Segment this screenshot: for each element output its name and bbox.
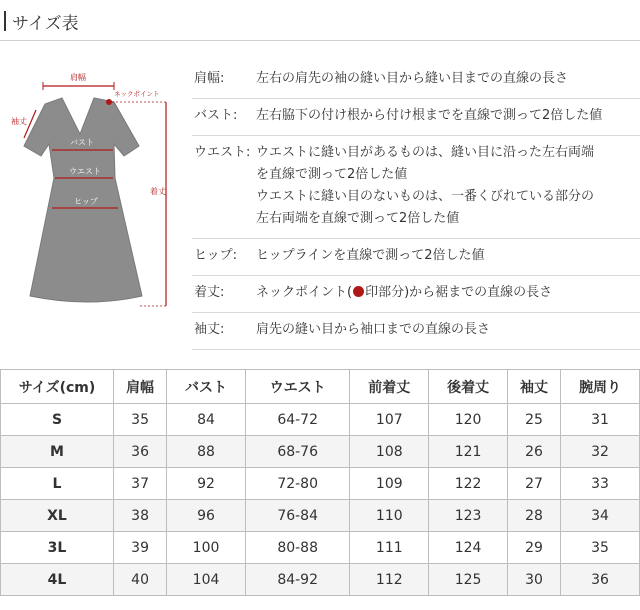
table-row xyxy=(1,500,640,532)
table-row xyxy=(1,468,640,500)
table-cell: 36 xyxy=(114,436,167,468)
definition-waist xyxy=(192,136,640,239)
column-header-waist: ウエスト xyxy=(245,370,349,404)
definition-term: 着丈: xyxy=(194,285,225,300)
table-cell: 35 xyxy=(114,404,167,436)
table-cell: 25 xyxy=(507,404,560,436)
size-cell: 3L xyxy=(1,532,114,564)
table-cell: 28 xyxy=(507,500,560,532)
table-cell: 84-92 xyxy=(245,564,349,596)
definition-text-before: ネックポイント( xyxy=(256,285,353,300)
definition-length xyxy=(192,276,640,313)
column-header-arm: 腕周り xyxy=(561,370,640,404)
table-cell: 123 xyxy=(429,500,508,532)
table-cell: 92 xyxy=(167,468,246,500)
definition-term: 袖丈: xyxy=(194,322,225,337)
table-cell: 35 xyxy=(561,532,640,564)
table-row xyxy=(1,404,640,436)
definition-text: ヒップラインを直線で測って2倍した値 xyxy=(256,248,485,263)
table-cell: 124 xyxy=(429,532,508,564)
title-bar xyxy=(4,11,6,31)
table-cell: 111 xyxy=(350,532,429,564)
table-cell: 33 xyxy=(561,468,640,500)
table-row xyxy=(1,436,640,468)
definition-term: 肩幅: xyxy=(194,71,225,86)
table-header-row xyxy=(1,370,640,404)
size-cell: S xyxy=(1,404,114,436)
measurement-definitions xyxy=(192,62,640,350)
table-cell: 37 xyxy=(114,468,167,500)
definition-text: 肩先の縫い目から袖口までの直線の長さ xyxy=(256,322,491,337)
table-cell: 31 xyxy=(561,404,640,436)
table-cell: 36 xyxy=(561,564,640,596)
column-header-front-length: 前着丈 xyxy=(350,370,429,404)
table-cell: 109 xyxy=(350,468,429,500)
table-cell: 108 xyxy=(350,436,429,468)
table-row xyxy=(1,532,640,564)
table-cell: 107 xyxy=(350,404,429,436)
column-header-sleeve: 袖丈 xyxy=(507,370,560,404)
table-cell: 125 xyxy=(429,564,508,596)
section-title xyxy=(4,8,79,34)
table-cell: 39 xyxy=(114,532,167,564)
table-row xyxy=(1,564,640,596)
definition-term: バスト: xyxy=(194,108,238,123)
definition-shoulder xyxy=(192,62,640,99)
definition-sleeve xyxy=(192,313,640,350)
table-cell: 26 xyxy=(507,436,560,468)
table-cell: 112 xyxy=(350,564,429,596)
definition-term: ヒップ: xyxy=(194,248,237,263)
table-cell: 88 xyxy=(167,436,246,468)
hip-label: ヒップ xyxy=(74,197,98,206)
table-cell: 29 xyxy=(507,532,560,564)
size-cell: L xyxy=(1,468,114,500)
size-table xyxy=(0,369,640,596)
definition-text: ウエストに縫い目のないものは、一番くびれている部分の xyxy=(256,189,595,204)
table-cell: 30 xyxy=(507,564,560,596)
table-cell: 76-84 xyxy=(245,500,349,532)
waist-label: ウエスト xyxy=(69,167,101,176)
size-cell: XL xyxy=(1,500,114,532)
table-cell: 110 xyxy=(350,500,429,532)
table-cell: 64-72 xyxy=(245,404,349,436)
table-cell: 100 xyxy=(167,532,246,564)
table-cell: 121 xyxy=(429,436,508,468)
column-header-size: サイズ(cm) xyxy=(1,370,114,404)
size-cell: M xyxy=(1,436,114,468)
bust-label: バスト xyxy=(70,138,94,147)
definition-text: 左右脇下の付け根から付け根までを直線で測って2倍した値 xyxy=(256,108,603,123)
definition-text: 左右両端を直線で測って2倍した値 xyxy=(256,211,460,226)
neck-point-label: ネックポイント xyxy=(114,90,160,98)
definition-text: 左右の肩先の袖の縫い目から縫い目までの直線の長さ xyxy=(256,71,569,86)
table-cell: 96 xyxy=(167,500,246,532)
table-cell: 122 xyxy=(429,468,508,500)
table-cell: 104 xyxy=(167,564,246,596)
neck-point-dot-icon xyxy=(353,286,364,297)
table-cell: 72-80 xyxy=(245,468,349,500)
definition-term: ウエスト: xyxy=(194,145,251,160)
size-cell: 4L xyxy=(1,564,114,596)
dress-measurement-diagram xyxy=(0,58,190,323)
column-header-shoulder: 肩幅 xyxy=(114,370,167,404)
title-divider xyxy=(0,40,640,41)
shoulder-label: 肩幅 xyxy=(70,73,86,82)
definition-hip xyxy=(192,239,640,276)
neck-point-marker xyxy=(106,99,112,105)
table-cell: 27 xyxy=(507,468,560,500)
table-cell: 40 xyxy=(114,564,167,596)
column-header-bust: バスト xyxy=(167,370,246,404)
table-cell: 38 xyxy=(114,500,167,532)
column-header-back-length: 後着丈 xyxy=(429,370,508,404)
sleeve-label: 袖丈 xyxy=(11,117,27,126)
table-cell: 32 xyxy=(561,436,640,468)
definition-text: を直線で測って2倍した値 xyxy=(256,167,408,182)
table-cell: 34 xyxy=(561,500,640,532)
table-cell: 84 xyxy=(167,404,246,436)
table-cell: 80-88 xyxy=(245,532,349,564)
definition-text-after: 印部分)から裾までの直線の長さ xyxy=(365,285,553,300)
definition-bust xyxy=(192,99,640,136)
table-cell: 68-76 xyxy=(245,436,349,468)
page-title: サイズ表 xyxy=(12,13,79,34)
length-label: 着丈 xyxy=(150,187,166,196)
table-cell: 120 xyxy=(429,404,508,436)
definition-text: ウエストに縫い目があるものは、縫い目に沿った左右両端 xyxy=(256,145,595,160)
